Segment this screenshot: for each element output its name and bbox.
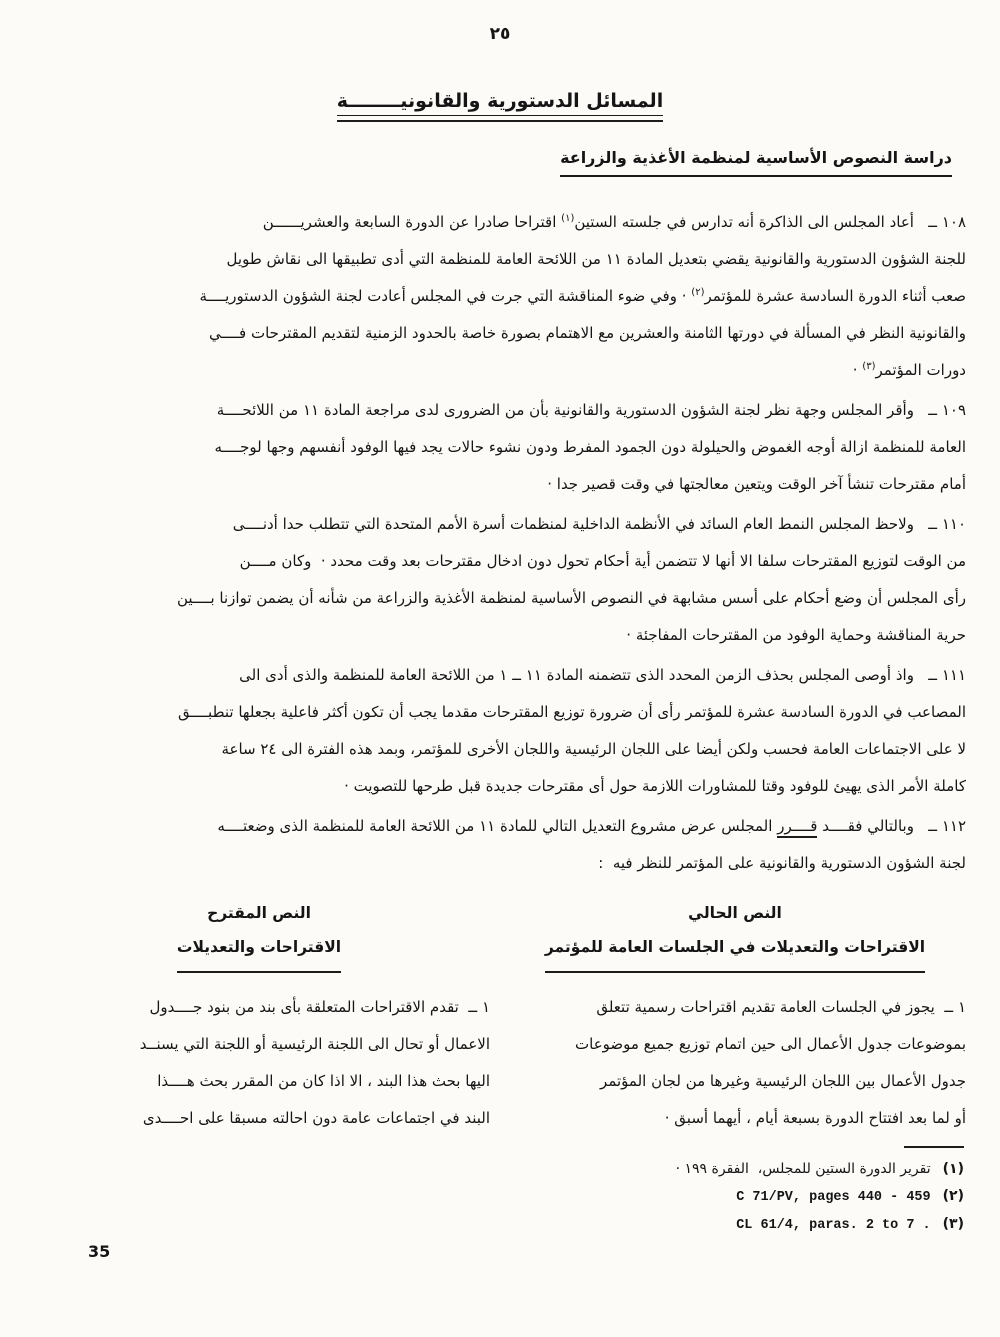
text-line: الاعمال أو تحال الى اللجنة الرئيسية أو اللجنة التي يسنــد — [139, 1035, 490, 1053]
current-text-body — [504, 989, 966, 1137]
footnote-ref: (١) — [561, 213, 575, 224]
document-title: المسائل الدستورية والقانونيــــــــة — [337, 90, 663, 116]
paragraph-112 — [28, 808, 966, 882]
text-line: دورات المؤتمر$^{(٣)}$ · — [852, 361, 966, 379]
footnote-ref: (٣) — [862, 361, 876, 372]
footnote-separator — [904, 1146, 964, 1148]
text-line: حرية المناقشة وحماية الوفود من المقترحات المفاجئة · — [626, 626, 966, 644]
text-line: رأى المجلس أن وضع أحكام على أسس مشابهة في النصوص الأساسية لمنظمة الأغذية والزراعة من شأنه أن يضمن توازنا بــــين — [176, 589, 966, 607]
document-subtitle: دراسة النصوص الأساسية لمنظمة الأغذية والزراعة — [560, 148, 952, 177]
footnote-text: تقرير الدورة الستين للمجلس، الفقرة ١٩٩ · — [675, 1161, 931, 1177]
text-line: لجنة الشؤون الدستورية والقانونية على المؤتمر للنظر فيه : — [598, 854, 966, 872]
page-number-bottom: 35 — [88, 1242, 111, 1261]
footnote-1 — [28, 1156, 964, 1183]
text-line: ١ ــ يجوز في الجلسات العامة تقديم اقتراحات رسمية تتعلق — [596, 998, 966, 1016]
body-paragraphs — [28, 204, 966, 885]
text-line: ١١١ ــ واذ أوصى المجلس بحذف الزمن المحدد الذى تتضمنه المادة ١١ ــ ١ من اللائحة العامة للمنظمة والذى أدى الى — [239, 666, 966, 684]
current-text-subtitle: الاقتراحات والتعديلات في الجلسات العامة للمؤتمر — [545, 930, 925, 973]
footnote-3 — [28, 1211, 964, 1239]
subtitle-block — [560, 148, 952, 177]
current-text-title: النص الحالي — [688, 904, 782, 922]
paragraph-109 — [28, 392, 966, 503]
proposed-text-column — [28, 896, 490, 1137]
text-line: ١١٢ ــ وبالتالي فقــــد قــــرر المجلس عرض مشروع التعديل التالي للمادة ١١ من اللائحة العامة للمنظمة الذى وضعتــــه — [28, 808, 966, 845]
title-block — [0, 90, 1000, 122]
footnote-marker: (٢) — [942, 1188, 964, 1204]
current-text-header — [504, 896, 966, 973]
footnote-text: C 71/PV, pages 440 - 459 — [736, 1190, 931, 1205]
underlined-word: قــــرر — [777, 817, 817, 838]
text-line: كاملة الأمر الذى يهيئ للوفود وقتا للمشاورات اللازمة حول أى مقترحات جديدة قبل طرحها للتصويت · — [344, 777, 966, 795]
current-text-column — [504, 896, 966, 1137]
text-line: من الوقت لتوزيع المقترحات سلفا الا أنها لا تتضمن أية أحكام تحول دون ادخال مقترحات بعد وقت محدد · وكان مــــن — [239, 552, 966, 570]
text-line: ١ ــ تقدم الاقتراحات المتعلقة بأى بند من بنود جــــدول — [149, 998, 490, 1016]
paragraph-110 — [28, 506, 966, 654]
text-line: ١١٠ ــ ولاحظ المجلس النمط العام السائد في الأنظمة الداخلية لمنظمات أسرة الأمم المتحدة التي تتطلب حدا أدنــــى — [232, 515, 966, 533]
text-line: البند في اجتماعات عامة دون احالته مسبقا على احــــدى — [142, 1109, 490, 1127]
footnote-ref: (٢) — [691, 287, 705, 298]
footnote-text: CL 61/4, paras. 2 to 7 . — [736, 1218, 931, 1233]
title-underline — [337, 90, 663, 122]
text-line: ١٠٨ ــ أعاد المجلس الى الذاكرة أنه تدارس في جلسته الستين$^{(١)}$ اقتراحا صادرا عن الدورة السابعة والعشريــــــن — [262, 213, 966, 231]
text-line: لا على الاجتماعات العامة فحسب ولكن أيضا على اللجان الرئيسية واللجان الأخرى للمؤتمر، وبمد هذه الفترة الى ٢٤ ساعة — [221, 740, 966, 758]
paragraph-108 — [28, 204, 966, 389]
proposed-text-subtitle: الاقتراحات والتعديلات — [177, 930, 341, 973]
proposed-text-header — [28, 896, 490, 973]
text-line: اليها بحث هذا البند ، الا اذا كان من المقرر بحث هــــذا — [157, 1072, 490, 1090]
text-line: أو لما بعد افتتاح الدورة بسبعة أيام ، أيهما أسبق · — [664, 1109, 966, 1127]
footnote-marker: (٣) — [942, 1216, 964, 1232]
text-line: صعب أثناء الدورة السادسة عشرة للمؤتمر$^{(٢)}$ · وفي ضوء المناقشة التي جرت في المجلس أعادت لجنة الشؤون الدستوريــــة — [199, 287, 966, 305]
text-line: المصاعب في الدورة السادسة عشرة للمؤتمر رأى أن ضرورة توزيع المقترحات مقدما يجب أن تكون أكثر فاعلية بجعلها تنطبــــق — [177, 703, 966, 721]
text-line: العامة للمنظمة ازالة أوجه الغموض والحيلولة دون الجمود المفرط ودون نشوء حالات يجد فيها الوفود أنفسهم وجها لوجــــه — [214, 438, 966, 456]
comparison-columns — [28, 896, 966, 1137]
footnote-marker: (١) — [942, 1161, 964, 1177]
text-line: والقانونية النظر في المسألة في دورتها الثامنة والعشرين مع الاهتمام بصورة خاصة بالحدود الزمنية لتقديم المقترحات فــــي — [208, 324, 966, 342]
page-number-top: ٢٥ — [489, 24, 511, 44]
text-line: أمام مقترحات تنشأ آخر الوقت ويتعين معالجتها في وقت قصير جدا · — [547, 475, 966, 493]
text-line: ١٠٩ ــ وأقر المجلس وجهة نظر لجنة الشؤون الدستورية والقانونية بأن من الضرورى لدى مراجعة المادة ١١ من اللائحــــة — [216, 401, 966, 419]
text-line: للجنة الشؤون الدستورية والقانونية يقضي بتعديل المادة ١١ من اللائحة العامة للمنظمة التي أدى تطبيقها الى نقاش طويل — [226, 250, 966, 268]
paragraph-111 — [28, 657, 966, 805]
proposed-text-body — [28, 989, 490, 1137]
footnote-2 — [28, 1183, 964, 1211]
proposed-text-title: النص المقترح — [207, 904, 311, 922]
text-line: جدول الأعمال بين اللجان الرئيسية وغيرها من لجان المؤتمر — [600, 1072, 966, 1090]
footnotes — [28, 1156, 964, 1239]
text-line: بموضوعات جدول الأعمال الى حين اتمام توزيع جميع موضوعات — [575, 1035, 966, 1053]
